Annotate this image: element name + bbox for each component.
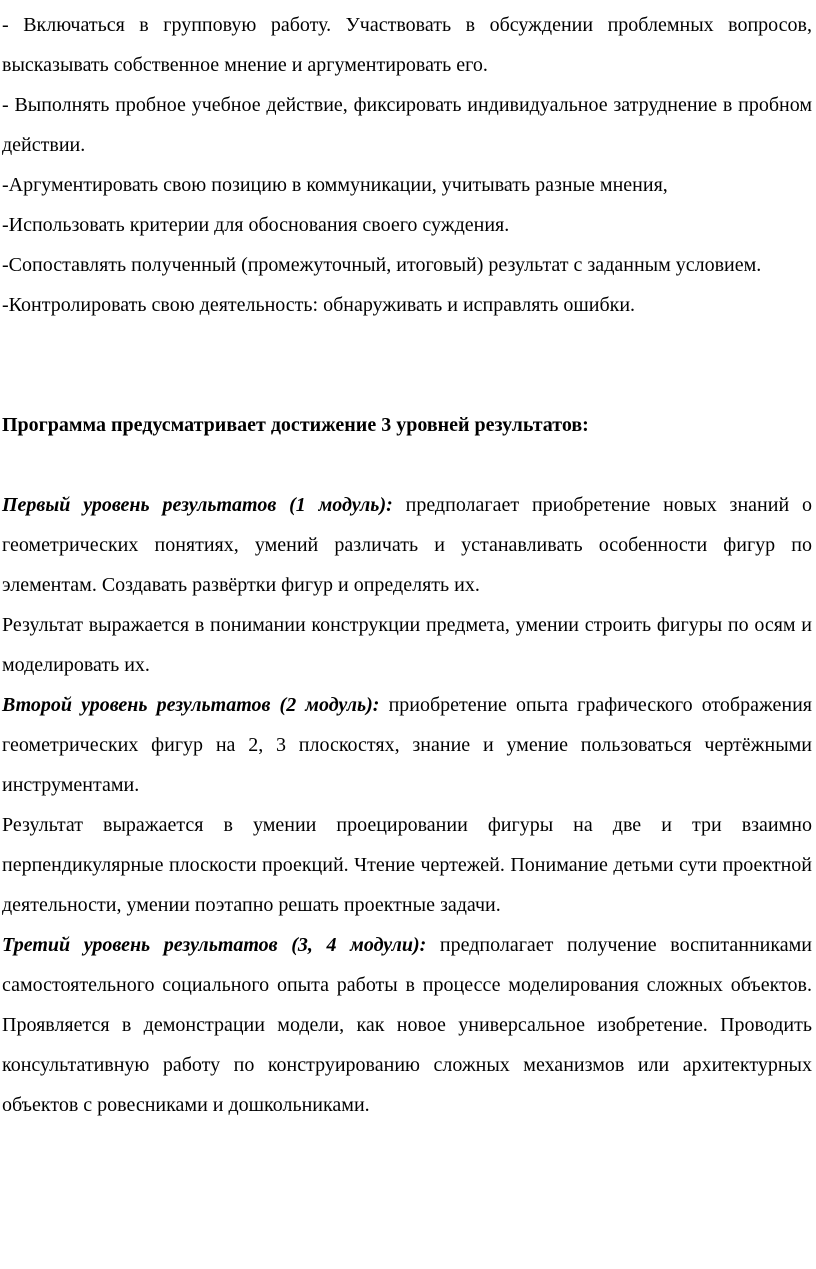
level-2-paragraph (2, 685, 812, 805)
section-heading: Программа предусматривает достижение 3 уровней результатов: (2, 414, 589, 436)
list-item-compare-result: -Сопоставлять полученный (промежуточный, итоговый) результат с заданным условием. (2, 254, 762, 276)
list-item-use-criteria: -Использовать критерии для обоснования своего суждения. (2, 214, 510, 236)
level-1-paragraph (2, 485, 812, 605)
level-1-label: Первый уровень результатов (1 модуль): (2, 494, 393, 516)
list-item-group-work: - Включаться в групповую работу. Участвовать в обсуждении проблемных вопросов, высказывать собственное мнение и аргументировать его. (2, 14, 812, 76)
document-page (2, 5, 812, 1125)
level-1-text: предполагает приобретение новых знаний о геометрических понятиях, умений различать и устанавливать особенности фигур по элементам. Создавать развёртки фигур и определять их. (2, 494, 812, 596)
level-2-text: приобретение опыта графического отображения геометрических фигур на 2, 3 плоскостях, знание и умение пользоваться чертёжными инструментами. (2, 694, 812, 796)
list-item-argue-position: -Аргументировать свою позицию в коммуникации, учитывать разные мнения, (2, 174, 668, 196)
spacer (2, 445, 812, 485)
level-1-result: Результат выражается в понимании конструкции предмета, умении строить фигуры по осям и моделировать их. (2, 614, 812, 676)
level-2-label: Второй уровень результатов (2 модуль): (2, 694, 380, 716)
level-3-label: Третий уровень результатов (3, 4 модули): (2, 934, 427, 956)
list-item-control-activity: -Контролировать свою деятельность: обнаруживать и исправлять ошибки. (2, 294, 636, 316)
level-3-text: предполагает получение воспитанниками самостоятельного социального опыта работы в процессе моделирования сложных объектов. Проявляется в демонстрации модели, как новое универсальное изобретение. Проводить консультативную работу по конструированию сложных механизмов или архитектурных объектов с ровесниками и дошкольниками. (2, 934, 812, 1116)
spacer (2, 325, 812, 405)
level-3-paragraph (2, 925, 812, 1125)
level-2-result: Результат выражается в умении проецировании фигуры на две и три взаимно перпендикулярные плоскости проекций. Чтение чертежей. Понимание детьми сути проектной деятельности, умении поэтапно решать проектные задачи. (2, 814, 812, 916)
list-item-trial-action: - Выполнять пробное учебное действие, фиксировать индивидуальное затруднение в пробном действии. (2, 94, 812, 156)
